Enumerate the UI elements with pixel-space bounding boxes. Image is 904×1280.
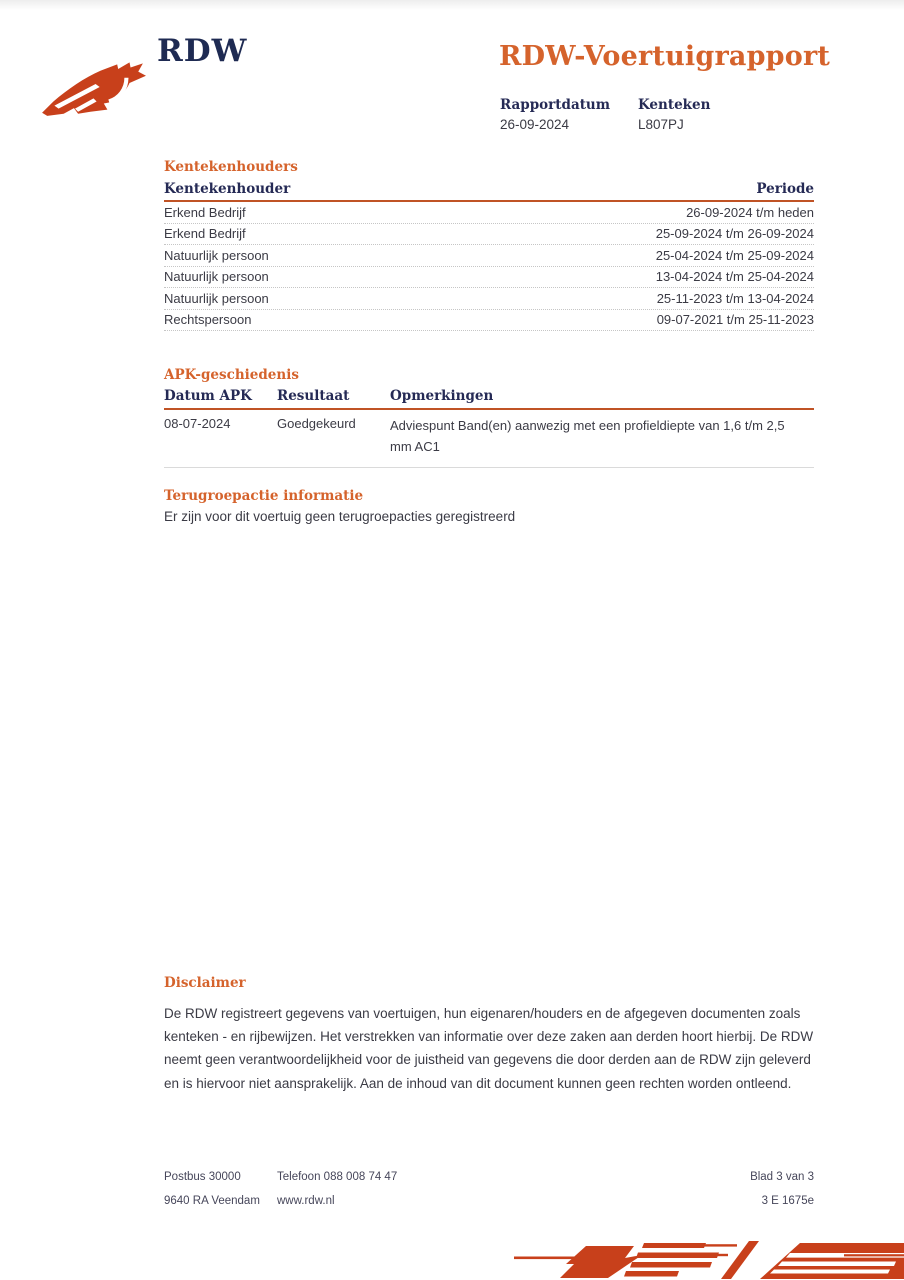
disclaimer-text: De RDW registreert gegevens van voertuigen, hun eigenaren/houders en de afgegeven documenten zoals kenteken - en rijbewijzen. Het verstrekken van informatie over deze zaken aan derden hoort hierbij. De RDW neemt geen verantwoordelijkheid voor de juistheid van gegevens die door derden aan de RDW zijn geleverd en is hiervoor niet aansprakelijk. Aan de inhoud van dit document kunnen geen rechten worden ontleend.: [164, 1006, 814, 1091]
col-header-periode: Periode: [756, 181, 814, 197]
footer-address-line1: Postbus 30000: [164, 1171, 241, 1183]
holder-cell: Natuurlijk persoon: [164, 290, 269, 306]
table-row: [164, 224, 814, 246]
kentekenhouders-table-header: [164, 181, 814, 202]
table-row: [164, 245, 814, 267]
apk-table: [164, 388, 814, 468]
section-title-disclaimer: Disclaimer: [164, 975, 246, 991]
period-cell: 25-04-2024 t/m 25-09-2024: [655, 247, 814, 263]
table-row: [164, 288, 814, 310]
period-cell: 25-09-2024 t/m 26-09-2024: [655, 226, 814, 242]
report-date-value: 26-09-2024: [500, 117, 570, 132]
col-header-opmerkingen: Opmerkingen: [390, 388, 494, 404]
col-header-datum-apk: Datum APK: [164, 388, 252, 404]
recall-info-text: Er zijn voor dit voertuig geen terugroepacties geregistreerd: [164, 509, 516, 524]
holder-cell: Erkend Bedrijf: [164, 226, 246, 242]
table-row: [164, 310, 814, 332]
page-footer: [164, 1171, 814, 1221]
kentekenhouders-table: [164, 181, 814, 331]
section-title-kentekenhouders: Kentekenhouders: [164, 159, 298, 175]
period-cell: 13-04-2024 t/m 25-04-2024: [655, 269, 814, 285]
brand-wordmark: RDW: [157, 33, 248, 69]
col-header-kentekenhouder: Kentekenhouder: [164, 181, 291, 197]
apk-remarks-cell: Adviespunt Band(en) aanwezig met een profieldiepte van 1,6 t/m 2,5 mm AC1: [390, 418, 785, 454]
col-header-resultaat: Resultaat: [277, 388, 350, 404]
rdw-wing-logo-icon: [39, 53, 147, 117]
table-row: [164, 410, 814, 468]
period-cell: 25-11-2023 t/m 13-04-2024: [656, 290, 814, 306]
apk-result-cell: Goedgekeurd: [277, 416, 356, 431]
holder-cell: Natuurlijk persoon: [164, 247, 269, 263]
license-plate-label: Kenteken: [638, 97, 711, 113]
apk-table-header: [164, 388, 814, 410]
footer-phone: Telefoon 088 008 74 47: [277, 1171, 398, 1183]
footer-doc-code: 3 E 1675e: [761, 1195, 814, 1207]
license-plate-value: L807PJ: [638, 117, 684, 132]
holder-cell: Natuurlijk persoon: [164, 269, 269, 285]
page-top-edge: [0, 0, 904, 10]
footer-address-line2: 9640 RA Veendam: [164, 1195, 260, 1207]
table-row: [164, 202, 814, 224]
report-date-label: Rapportdatum: [500, 97, 611, 113]
page-title: RDW-Voertuigrapport: [499, 41, 831, 72]
table-row: [164, 267, 814, 289]
period-cell: 26-09-2024 t/m heden: [686, 204, 814, 220]
footer-page-number: Blad 3 van 3: [750, 1171, 814, 1183]
footer-website: www.rdw.nl: [277, 1195, 335, 1207]
apk-date-cell: 08-07-2024: [164, 416, 231, 431]
section-title-terugroepactie: Terugroepactie informatie: [164, 488, 364, 504]
holder-cell: Rechtspersoon: [164, 312, 252, 328]
holder-cell: Erkend Bedrijf: [164, 204, 246, 220]
period-cell: 09-07-2021 t/m 25-11-2023: [656, 312, 814, 328]
section-title-apk: APK-geschiedenis: [164, 367, 299, 383]
rdw-speed-stripes-icon: [514, 1238, 904, 1280]
